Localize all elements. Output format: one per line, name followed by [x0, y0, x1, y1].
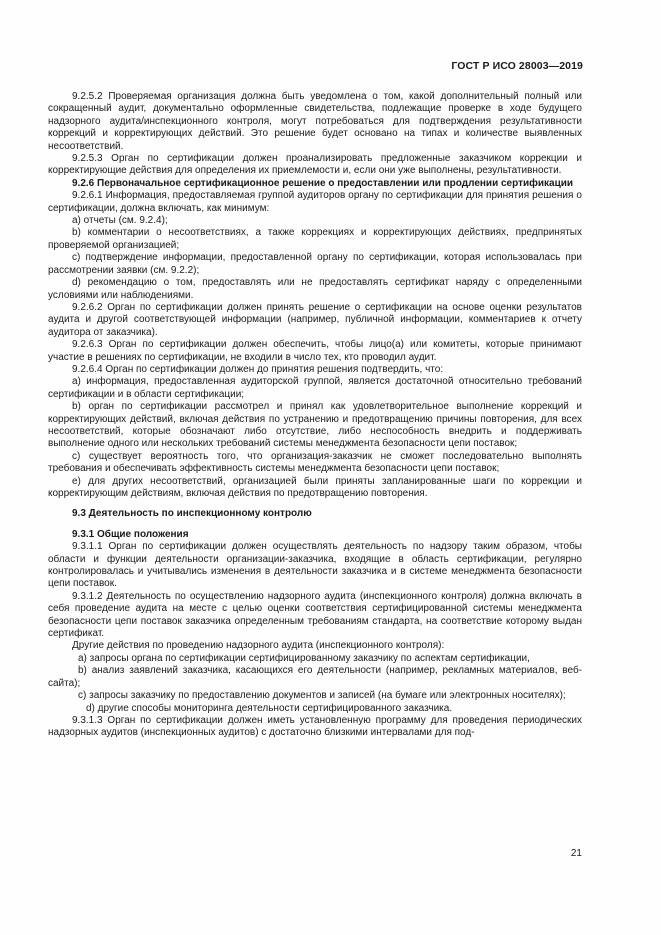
standard-header: ГОСТ Р ИСО 28003—2019	[451, 60, 583, 72]
list-item-d: d) другие способы мониторинга деятельности сертифицированного заказчика.	[86, 702, 453, 714]
list-item-c: c) запросы заказчику по предоставлению документов и записей (на бумаге или электронных носителях);	[78, 690, 566, 702]
list-item-b: b) комментарии о несоответствиях, а также коррекциях и корректирующих действиях, предпринятых проверяемой организацией;	[48, 227, 582, 251]
paragraph-9-2-6-2: 9.2.6.2 Орган по сертификации должен принять решение о сертификации на основе оценки результатов аудита и другой соответствующей информации (например, публичной информации, комментариев к отчету аудитора от заказчика).	[48, 301, 582, 338]
heading-9-2-6: 9.2.6 Первоначальное сертификационное решение о предоставлении или продлении сертификации	[72, 177, 574, 189]
paragraph-9-3-1-3: 9.3.1.3 Орган по сертификации должен иметь установленную программу для проведения периодических надзорных аудитов (инспекционных аудитов) с достаточно близкими интервалами для под-	[48, 714, 582, 739]
paragraph-9-3-1-2: 9.3.1.2 Деятельность по осуществлению надзорного аудита (инспекционного контроля) должна включать в себя проведение аудита на месте с целью оценки соответствия сертифицированной системы менеджмента безопасности цепи поставок заказчика определенным требованиям стандарта, на соответствие которому выдан сертификат.	[48, 590, 582, 640]
page-number: 21	[570, 848, 582, 859]
paragraph-9-2-5-2: 9.2.5.2 Проверяемая организация должна быть уведомлена о том, какой дополнительный полный или сокращенный аудит, документально оформленные свидетельства, подлежащие проверке в ходе будущего надзорного аудита/инспекционного контроля, могут потребоваться для подтверждения результативности коррекций и корректирующих действий. Это решение будет основано на типах и количестве выявленных несоответствий.	[48, 91, 582, 152]
heading-9-3: 9.3 Деятельность по инспекционному контролю	[72, 508, 312, 520]
list-item-d: d) рекомендацию о том, предоставлять или не предоставлять сертификат наряду с определенными условиями или наблюдениями.	[48, 277, 582, 301]
paragraph-9-3-1-1: 9.3.1.1 Орган по сертификации должен осуществлять деятельность по надзору таким образом, чтобы области и функции деятельности организации-заказчика, входящие в область сертификации, регулярно контролировалась и учитывались изменения в деятельности заказчика и в системе менеджмента безопасности цепи поставок.	[48, 541, 582, 590]
document-body	[48, 91, 582, 740]
list-item-b: b) анализ заявлений заказчика, касающихся его деятельности (например, рекламных материалов, веб-сайта);	[48, 665, 582, 689]
list-item-a: a) отчеты (см. 9.2.4);	[72, 215, 168, 227]
heading-9-3-1: 9.3.1 Общие положения	[72, 528, 189, 540]
paragraph-9-2-6-1: 9.2.6.1 Информация, предоставляемая группой аудиторов органу по сертификации для принятия решения о сертификации, должна включать, как минимум:	[48, 190, 582, 214]
list-item-c: c) подтверждение информации, предоставленной органу по сертификации, которая использовалась при рассмотрении заявки (см. 9.2.2);	[48, 252, 582, 276]
list-item-d: c) существует вероятность того, что организация-заказчик не сможет последовательно выполнять требования и обеспечивать эффективность системы менеджмента безопасности цепи поставок;	[48, 450, 582, 475]
paragraph-9-2-6-3: 9.2.6.3 Орган по сертификации должен обеспечить, чтобы лицо(а) или комитеты, которые принимают участие в решениях по сертификации, не входили в число тех, кто проводил аудит.	[48, 339, 582, 363]
paragraph-9-2-6-4: 9.2.6.4 Орган по сертификации должен до принятия решения подтвердить, что:	[72, 363, 444, 375]
list-item-e: e) для других несоответствий, организацией были приняты запланированные шаги по коррекции и корректирующим действиям, включая действия по предотвращению повторения.	[48, 475, 582, 499]
paragraph-other-actions: Другие действия по проведению надзорного аудита (инспекционного контроля):	[72, 640, 445, 652]
list-item-b: b) орган по сертификации рассмотрел и принял как удовлетворительное выполнение коррекций и корректирующих действий, включая действия по устранению и предотвращению причины повторения, для всех несоответствий, которые обозначают либо отсутствие, либо неспособность внедрить и поддерживать выполнение одного или нескольких требований системы менеджмента безопасности цепи поставок;	[48, 401, 582, 450]
list-item-a: a) запросы органа по сертификации сертифицированному заказчику по аспектам сертификации,	[78, 652, 530, 664]
list-item-a: a) информация, предоставленная аудиторской группой, является достаточной относительно требований сертификации и в области сертификации;	[48, 376, 582, 400]
paragraph-9-2-5-3: 9.2.5.3 Орган по сертификации должен проанализировать предложенные заказчиком коррекции и корректирующие действия для определения их приемлемости и, если они уже выполнены, результативности.	[48, 153, 582, 177]
